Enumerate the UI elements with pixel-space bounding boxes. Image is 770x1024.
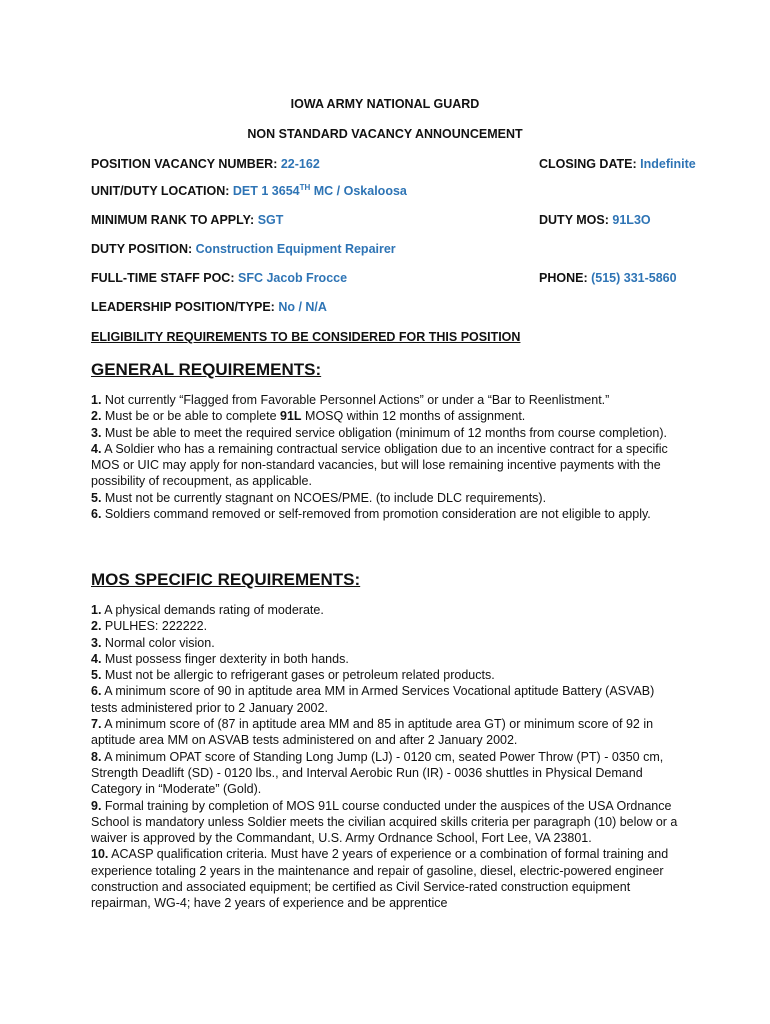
leadership-row [91, 299, 327, 315]
list-item: 3. Normal color vision. [91, 635, 215, 650]
list-item: 1. Not currently “Flagged from Favorable Personnel Actions” or under a “Bar to Reenlistment.” [91, 393, 610, 407]
list-item: 2. Must be or be able to complete 91L MOSQ within 12 months of assignment. [91, 409, 526, 424]
list-item: 2. PULHES: 222222. [91, 619, 208, 634]
list-item: 5. Must not be currently stagnant on NCOES/PME. (to include DLC requirements). [91, 490, 547, 505]
duty-position-label: DUTY POSITION: [91, 242, 193, 256]
vacancy-number-row [91, 156, 696, 172]
minimum-rank-value: SGT [257, 213, 284, 227]
duty-position-value: Construction Equipment Repairer [195, 242, 396, 256]
poc-row [91, 270, 677, 286]
list-item: 8. A minimum OPAT score of Standing Long Jump (LJ) - 0120 cm, seated Power Throw (PT) - 0350 cm, Strength Deadlift (SD) - 0120 lbs., and Interval Aerobic Run (IR) - 0036 shuttles in Physical Demand Category in “Moderate” (Gold). [91, 749, 664, 797]
leadership-label: LEADERSHIP POSITION/TYPE: [91, 300, 275, 314]
vacancy-number-value: 22-162 [280, 157, 320, 171]
rank-row [91, 212, 651, 228]
mos-requirements-list [91, 602, 681, 912]
poc-label: FULL-TIME STAFF POC: [91, 271, 235, 285]
duty-mos-value: 91L3O [612, 213, 651, 227]
general-requirements-list [91, 392, 681, 522]
duty-mos-label: DUTY MOS: [539, 213, 609, 227]
list-item: 5. Must not be allergic to refrigerant gases or petroleum related products. [91, 668, 495, 683]
list-item: 6. A minimum score of 90 in aptitude area MM in Armed Services Vocational aptitude Battery (ASVAB) tests administered prior to 2 January 2002. [91, 684, 655, 715]
leadership-value: No / N/A [278, 300, 327, 314]
unit-location-row [91, 183, 407, 199]
vacancy-number-label: POSITION VACANCY NUMBER: [91, 157, 278, 171]
list-item: 3. Must be able to meet the required service obligation (minimum of 12 months from course completion). [91, 425, 667, 440]
phone-label: PHONE: [539, 271, 588, 285]
org-title: IOWA ARMY NATIONAL GUARD [290, 97, 480, 111]
list-item: 4. A Soldier who has a remaining contractual service obligation due to an incentive contract for a specific MOS or UIC may apply for non-standard vacancies, but will lose remaining incentive payments with the possibility of recoupment, as applicable. [91, 441, 668, 489]
general-requirements-heading: GENERAL REQUIREMENTS: [91, 360, 322, 379]
duty-position-row [91, 241, 396, 257]
minimum-rank-label: MINIMUM RANK TO APPLY: [91, 213, 255, 227]
closing-date-value: Indefinite [640, 157, 696, 171]
poc-value: SFC Jacob Frocce [237, 271, 348, 285]
phone-value: (515) 331-5860 [591, 271, 677, 285]
list-item: 10. ACASP qualification criteria. Must have 2 years of experience or a combination of formal training and experience totaling 2 years in the maintenance and repair of gasoline, diesel, electric-powered engineer construction and associated equipment; be certified as Civil Service-rated construction equipment repairman, WG-4; have 2 years of experience and be apprentice [91, 847, 669, 911]
closing-date-label: CLOSING DATE: [539, 157, 637, 171]
list-item: 4. Must possess finger dexterity in both hands. [91, 651, 349, 666]
eligibility-heading: ELIGIBILITY REQUIREMENTS TO BE CONSIDERED FOR THIS POSITION [91, 330, 521, 344]
list-item: 6. Soldiers command removed or self-removed from promotion consideration are not eligible to apply. [91, 507, 651, 522]
unit-location-value: DET 1 3654TH MC / Oskaloosa [232, 183, 407, 198]
unit-location-label: UNIT/DUTY LOCATION: [91, 184, 230, 198]
list-item: 1. A physical demands rating of moderate. [91, 603, 324, 617]
list-item: 9. Formal training by completion of MOS 91L course conducted under the auspices of the USA Ordnance School is mandatory unless Soldier meets the civilian acquired skills criteria per paragraph (10) below or a waiver is approved by the Commandant, U.S. Army Ordnance School, Fort Lee, VA 23801. [91, 798, 678, 846]
list-item: 7. A minimum score of (87 in aptitude area MM and 85 in aptitude area GT) or minimum score of 92 in aptitude area MM on ASVAB tests administered on and after 2 January 2002. [91, 717, 654, 748]
announcement-title: NON STANDARD VACANCY ANNOUNCEMENT [247, 127, 523, 141]
mos-requirements-heading: MOS SPECIFIC REQUIREMENTS: [91, 570, 361, 589]
